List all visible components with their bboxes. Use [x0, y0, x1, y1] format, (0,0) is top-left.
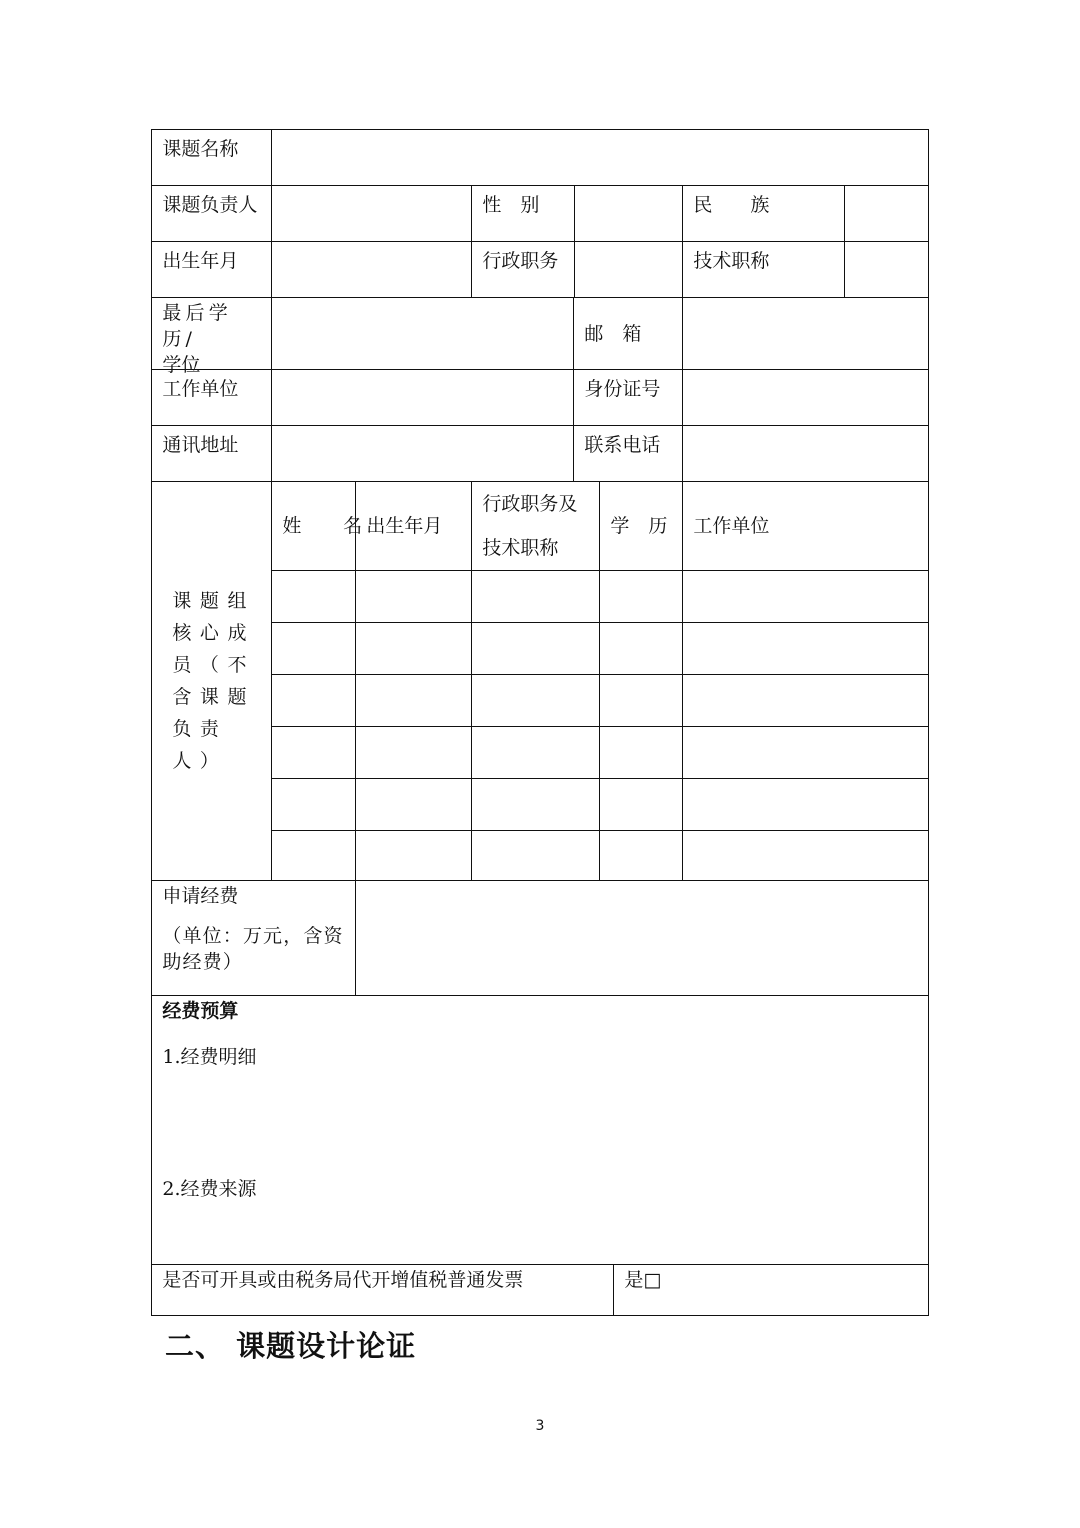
email-field[interactable]: [682, 297, 929, 370]
tech-title-field[interactable]: [844, 241, 929, 298]
members-header-name: 姓 名: [271, 481, 356, 571]
member-birth-cell[interactable]: [355, 622, 472, 675]
member-name-cell[interactable]: [271, 778, 356, 831]
member-name-cell[interactable]: [271, 726, 356, 779]
member-employer-cell[interactable]: [682, 570, 929, 623]
member-birth-cell[interactable]: [355, 830, 472, 881]
id-number-label: 身份证号: [573, 369, 683, 426]
budget-section[interactable]: [151, 995, 929, 1265]
member-post-cell[interactable]: [471, 622, 600, 675]
id-number-field[interactable]: [682, 369, 929, 426]
birth-field[interactable]: [271, 241, 472, 298]
member-employer-cell[interactable]: [682, 726, 929, 779]
page-number: 3: [535, 1418, 545, 1434]
funding-field[interactable]: [355, 880, 929, 996]
members-header-post-line2: 技术职称: [482, 537, 559, 560]
leader-field[interactable]: [271, 185, 472, 242]
admin-post-label: 行政职务: [471, 241, 575, 298]
section-heading: 二、 课题设计论证: [165, 1329, 417, 1363]
leader-label: 课题负责人: [151, 185, 272, 242]
members-header-employer: 工作单位: [682, 481, 929, 571]
member-education-cell[interactable]: [599, 726, 683, 779]
budget-title: 经费预算: [162, 1000, 239, 1023]
degree-label-line1: 最后学历/: [162, 302, 232, 351]
member-post-cell[interactable]: [471, 570, 600, 623]
member-education-cell[interactable]: [599, 570, 683, 623]
invoice-question: 是否可开具或由税务局代开增值税普通发票: [151, 1264, 614, 1316]
degree-field[interactable]: [271, 297, 574, 370]
members-label: 课题组核心成员（不含课题负责人）: [151, 481, 272, 881]
gender-field[interactable]: [574, 185, 683, 242]
employer-field[interactable]: [271, 369, 574, 426]
member-employer-cell[interactable]: [682, 674, 929, 727]
member-employer-cell[interactable]: [682, 622, 929, 675]
member-name-cell[interactable]: [271, 622, 356, 675]
member-post-cell[interactable]: [471, 726, 600, 779]
admin-post-field[interactable]: [574, 241, 683, 298]
funding-label-line2: （单位：万元，含资助经费）: [162, 925, 344, 974]
member-employer-cell[interactable]: [682, 778, 929, 831]
gender-label: 性 别: [471, 185, 575, 242]
tech-title-label: 技术职称: [682, 241, 845, 298]
member-employer-cell[interactable]: [682, 830, 929, 881]
member-birth-cell[interactable]: [355, 778, 472, 831]
member-birth-cell[interactable]: [355, 726, 472, 779]
birth-label: 出生年月: [151, 241, 272, 298]
invoice-answer-checkbox[interactable]: 是□: [613, 1264, 929, 1316]
topic-name-field[interactable]: [271, 129, 929, 186]
member-education-cell[interactable]: [599, 674, 683, 727]
members-header-birth: 出生年月: [355, 481, 472, 571]
member-post-cell[interactable]: [471, 674, 600, 727]
member-name-cell[interactable]: [271, 830, 356, 881]
email-label: 邮 箱: [573, 297, 683, 370]
member-birth-cell[interactable]: [355, 674, 472, 727]
member-name-cell[interactable]: [271, 570, 356, 623]
phone-field[interactable]: [682, 425, 929, 482]
funding-label-line1: 申请经费: [162, 885, 239, 908]
ethnicity-label: 民 族: [682, 185, 845, 242]
application-form-table: [152, 130, 930, 1317]
degree-label: [151, 297, 272, 377]
phone-label: 联系电话: [573, 425, 683, 482]
members-header-post-line1: 行政职务及: [482, 493, 578, 516]
budget-item-source: 2.经费来源: [162, 1178, 257, 1201]
ethnicity-field[interactable]: [844, 185, 929, 242]
budget-item-details: 1.经费明细: [162, 1046, 257, 1069]
member-post-cell[interactable]: [471, 830, 600, 881]
member-education-cell[interactable]: [599, 778, 683, 831]
member-birth-cell[interactable]: [355, 570, 472, 623]
degree-label-line2: 学位: [162, 354, 201, 377]
address-field[interactable]: [271, 425, 574, 482]
funding-label: [151, 880, 356, 996]
members-header-post: [471, 481, 600, 571]
member-education-cell[interactable]: [599, 830, 683, 881]
topic-name-label: 课题名称: [151, 129, 272, 186]
member-name-cell[interactable]: [271, 674, 356, 727]
member-post-cell[interactable]: [471, 778, 600, 831]
employer-label: 工作单位: [151, 369, 272, 426]
members-header-education: 学 历: [599, 481, 683, 571]
member-education-cell[interactable]: [599, 622, 683, 675]
address-label: 通讯地址: [151, 425, 272, 482]
